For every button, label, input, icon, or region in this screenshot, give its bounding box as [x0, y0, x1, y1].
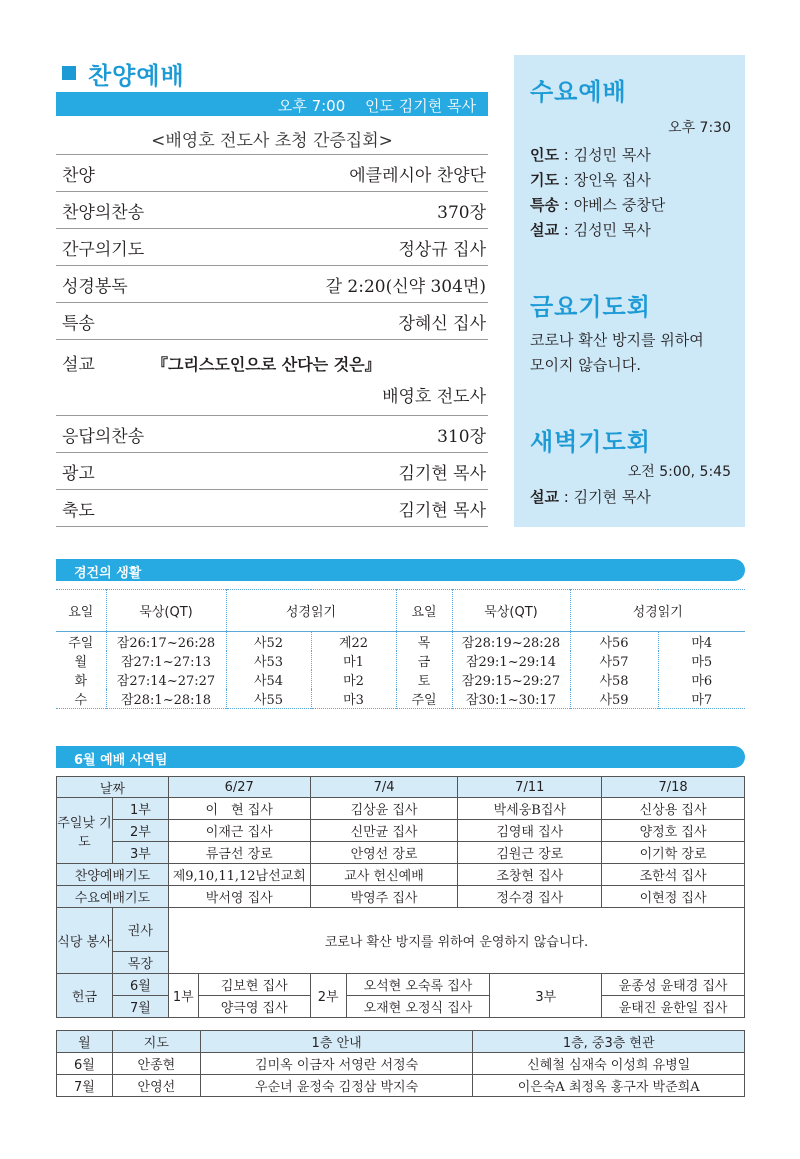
order-row: 특송 장혜신 집사	[56, 303, 488, 340]
order-row: 축도 김기현 목사	[56, 490, 488, 527]
offering-row: 7월 양극영 집사 오재현 오정식 집사 윤태진 윤한일 집사	[57, 996, 745, 1018]
sermon-speaker: 배영호 전도사	[382, 387, 486, 407]
wednesday-time: 오후 7:30	[668, 120, 731, 136]
order-row: 찬양 에클레시아 찬양단	[56, 155, 488, 192]
life-row: 월 잠27:1~27:13 사53 마1 금 잠29:1~29:14 사57 마5	[56, 651, 745, 670]
duty-row: 수요예배기도 박서영 집사 박영주 집사 정수경 집사 이현정 집사	[57, 886, 745, 908]
duty-table	[56, 776, 745, 1018]
life-row: 화 잠27:14~27:27 사54 마2 토 잠29:15~29:27 사58 마6	[56, 670, 745, 689]
sermon-row	[56, 340, 488, 416]
friday-text: 코로나 확산 방지를 위하여	[530, 331, 704, 349]
sermon-title: 『그리스도인으로 산다는 것은』	[152, 355, 381, 374]
host-header-row: 월 지도 1층 안내 1층, 중3층 현관	[57, 1031, 745, 1053]
life-table	[56, 589, 745, 709]
meal-row: 식당 봉사 권사 코로나 확산 방지를 위하여 운영하지 않습니다.	[57, 908, 745, 952]
meal-notice: 코로나 확산 방지를 위하여 운영하지 않습니다.	[168, 908, 744, 974]
order-row: 찬양의찬송 370장	[56, 192, 488, 229]
duty-section-bar: 6월 예배 사역팀	[56, 746, 745, 768]
friday-title: 금요기도회	[530, 293, 651, 321]
dawn-line: 설교 : 김기현 목사	[530, 488, 651, 506]
duty-row: 2부 이재근 집사 신만균 집사 김영태 집사 양정호 집사	[57, 820, 745, 842]
duty-header-row: 날짜 6/27 7/4 7/11 7/18	[57, 777, 745, 798]
host-table	[56, 1030, 745, 1097]
duty-row: 주일낮 기도 1부 이 현 집사 김상윤 집사 박세웅B집사 신상용 집사	[57, 798, 745, 820]
order-row: 응답의찬송 310장	[56, 416, 488, 453]
life-header-row: 요일 묵상(QT) 성경읽기 요일 묵상(QT) 성경읽기	[56, 590, 745, 632]
order-row: 성경봉독 갈 2:20(신약 304면)	[56, 266, 488, 303]
wednesday-line: 인도 : 김성민 목사	[530, 146, 651, 164]
host-row: 6월 안종현 김미옥 이금자 서영란 서정숙 신혜철 심재숙 이성희 유병일	[57, 1053, 745, 1075]
order-row: 광고 김기현 목사	[56, 453, 488, 490]
wednesday-line: 기도 : 장인옥 집사	[530, 171, 651, 189]
wednesday-line: 설교 : 김성민 목사	[530, 221, 651, 239]
life-section-bar: 경건의 생활	[56, 559, 745, 581]
meal-row: 목장	[57, 952, 745, 974]
order-row: 간구의기도 정상규 집사	[56, 229, 488, 266]
dawn-title: 새벽기도회	[530, 428, 651, 456]
sunday-time-bar: 오후 7:00 인도 김기현 목사	[56, 92, 488, 116]
sunday-subtitle: <배영호 전도사 초청 간증집회>	[151, 131, 393, 151]
sermon-label: 설교	[62, 355, 95, 375]
side-panel	[514, 55, 745, 527]
wednesday-line: 특송 : 야베스 중창단	[530, 196, 666, 214]
sunday-title-row	[56, 56, 488, 90]
life-row: 주일 잠26:17~26:28 사52 계22 목 잠28:19~28:28 사56 마4	[56, 632, 745, 652]
sunday-title: 찬양예배	[88, 61, 185, 90]
friday-text: 모이지 않습니다.	[530, 356, 641, 374]
duty-row: 3부 류금선 장로 안영선 장로 김원근 장로 이기학 장로	[57, 842, 745, 864]
offering-row: 헌금 6월 1부 김보현 집사 2부 오석현 오숙록 집사 3부 윤종성 윤태경 집사	[57, 974, 745, 996]
duty-row: 찬양예배기도 제9,10,11,12남선교회 교사 헌신예배 조창현 집사 조한석 집사	[57, 864, 745, 886]
sunday-service	[56, 56, 488, 527]
square-bullet-icon	[62, 66, 76, 80]
host-row: 7월 안영선 우순녀 윤정숙 김정삼 박지숙 이은숙A 최정옥 홍구자 박준희A	[57, 1075, 745, 1097]
wednesday-title: 수요예배	[530, 78, 627, 106]
life-row: 수 잠28:1~28:18 사55 마3 주일 잠30:1~30:17 사59 마7	[56, 689, 745, 709]
dawn-time: 오전 5:00, 5:45	[627, 464, 731, 480]
